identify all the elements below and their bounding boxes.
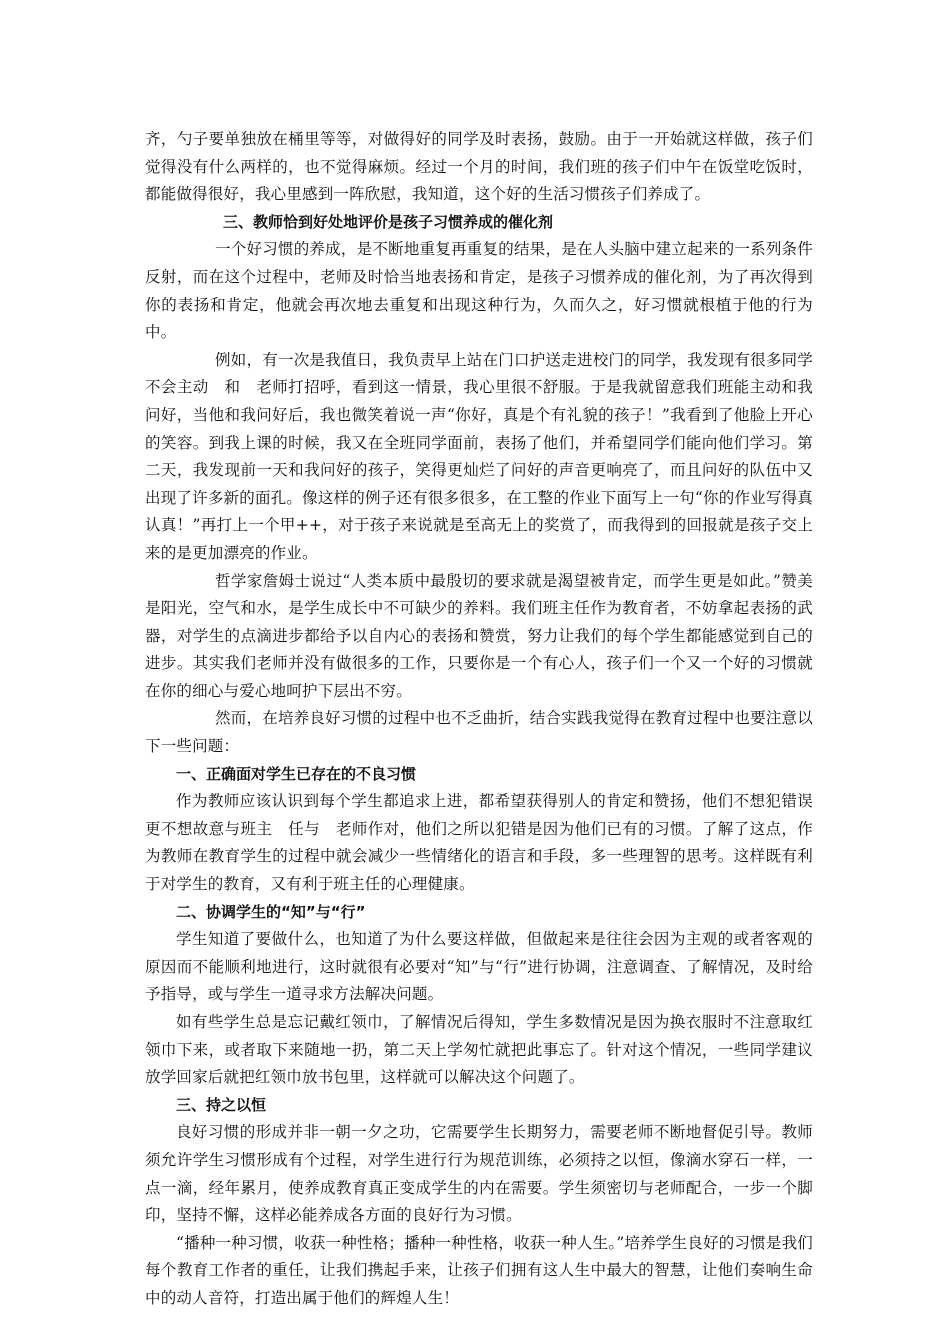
paragraph-red-scarf-example: 如有些学生总是忘记戴红领巾，了解情况后得知，学生多数情况是因为换衣服时不注意取红领巾下来，或者取下来随地一扔，第二天上学匆忙就把此事忘了。针对这个情况，一些同学建议放学回家后就把红领巾放书包里，这样就可以解决这个问题了。 — [145, 1013, 813, 1087]
document-page — [145, 126, 813, 1313]
paragraph-conclusion: “播种一种习惯，收获一种性格；播种一种性格，收获一种人生。”培养学生良好的习惯是我们每个教育工作者的重任，让我们携起手来，让孩子们拥有这人生中最大的智慧，让他们奏响生命中的动人音符，打造出属于他们的辉煌人生！ — [145, 1233, 813, 1307]
paragraph-james-quote: 哲学家詹姆士说过“人类本质中最殷切的要求就是渴望被肯定，而学生更是如此。”赞美是阳光，空气和水，是学生成长中不可缺少的养料。我们班主任作为教育者，不妨拿起表扬的武器，对学生的点滴进步都给予以自内心的表扬和赞赏，努力让我们的每个学生都能感觉到自己的进步。其实我们老师并没有做很多的工作，只要你是一个有心人，孩子们一个又一个好的习惯就在你的细心与爱心地呵护下层出不穷。 — [145, 571, 813, 700]
paragraph-greeting-example: 例如，有一次是我值日，我负责早上站在门口护送走进校门的同学，我发现有很多同学不会主动 和 老师打招呼，看到这一情景，我心里很不舒服。于是我就留意我们班能主动和我问好，当他和我问好后，我也微笑着说一声“你好，真是个有礼貌的孩子！”我看到了他脸上开心的笑容。到我上课的时候，我又在全班同学面前，表扬了他们，并希望同学们能向他们学习。第二天，我发现前一天和我问好的孩子，笑得更灿烂了问好的声音更响亮了，而且问好的队伍中又出现了许多新的面孔。像这样的例子还有很多很多，在工整的作业下面写上一句“你的作业写得真认真！”再打上一个甲++，对于孩子来说就是至高无上的奖赏了，而我得到的回报就是孩子交上来的是更加漂亮的作业。 — [145, 350, 813, 562]
paragraph-perseverance: 良好习惯的形成并非一朝一夕之功，它需要学生长期努力，需要老师不断地督促引导。教师须允许学生习惯形成有个过程，对学生进行行为规范训练，必须持之以恒，像滴水穿石一样，一点一滴，经年累月，使养成教育真正变成学生的内在需要。学生须密切与老师配合，一步一个脚印，坚持不懈，这样必能养成各方面的良好行为习惯。 — [145, 1123, 813, 1225]
paragraph-know-and-act: 学生知道了要做什么，也知道了为什么要这样做，但做起来是往往会因为主观的或者客观的原因而不能顺利地进行，这时就很有必要对“知”与“行”进行协调，注意调查、了解情况，及时给予指导，或与学生一道寻求方法解决问题。 — [145, 930, 813, 1004]
paragraph-intro-continuation: 齐，勺子要单独放在桶里等等，对做得好的同学及时表扬，鼓励。由于一开始就这样做，孩子们觉得没有什么两样的，也不觉得麻烦。经过一个月的时间，我们班的孩子们中午在饭堂吃饭时，都能做得很好，我心里感到一阵欣慰，我知道，这个好的生活习惯孩子们养成了。 — [145, 130, 813, 204]
subheading-bad-habits: 一、正确面对学生已存在的不良习惯 — [176, 764, 417, 783]
paragraph-bad-habits: 作为教师应该认识到每个学生都追求上进，都希望获得别人的肯定和赞扬，他们不想犯错误更不想故意与班主 任与 老师作对，他们之所以犯错是因为他们已有的习惯。了解了这点，作为教师在教育学生的过程中就会减少一些情绪化的语言和手段，多一些理智的思考。这样既有利于对学生的教育，又有利于班主任的心理健康。 — [145, 792, 813, 894]
paragraph-habit-formation: 一个好习惯的养成，是不断地重复再重复的结果，是在人头脑中建立起来的一系列条件反射，而在这个过程中，老师及时恰当地表扬和肯定，是孩子习惯养成的催化剂，为了再次得到你的表扬和肯定，他就会再次地去重复和出现这种行为，久而久之，好习惯就根植于他的行为中。 — [145, 240, 813, 342]
subheading-know-and-act: 二、协调学生的“知”与“行” — [176, 902, 366, 921]
section-heading-evaluation: 三、教师恰到好处地评价是孩子习惯养成的催化剂 — [223, 212, 554, 231]
paragraph-however: 然而，在培养良好习惯的过程中也不乏曲折，结合实践我觉得在教育过程中也要注意以下一些问题： — [145, 709, 813, 756]
subheading-perseverance: 三、持之以恒 — [176, 1095, 267, 1114]
